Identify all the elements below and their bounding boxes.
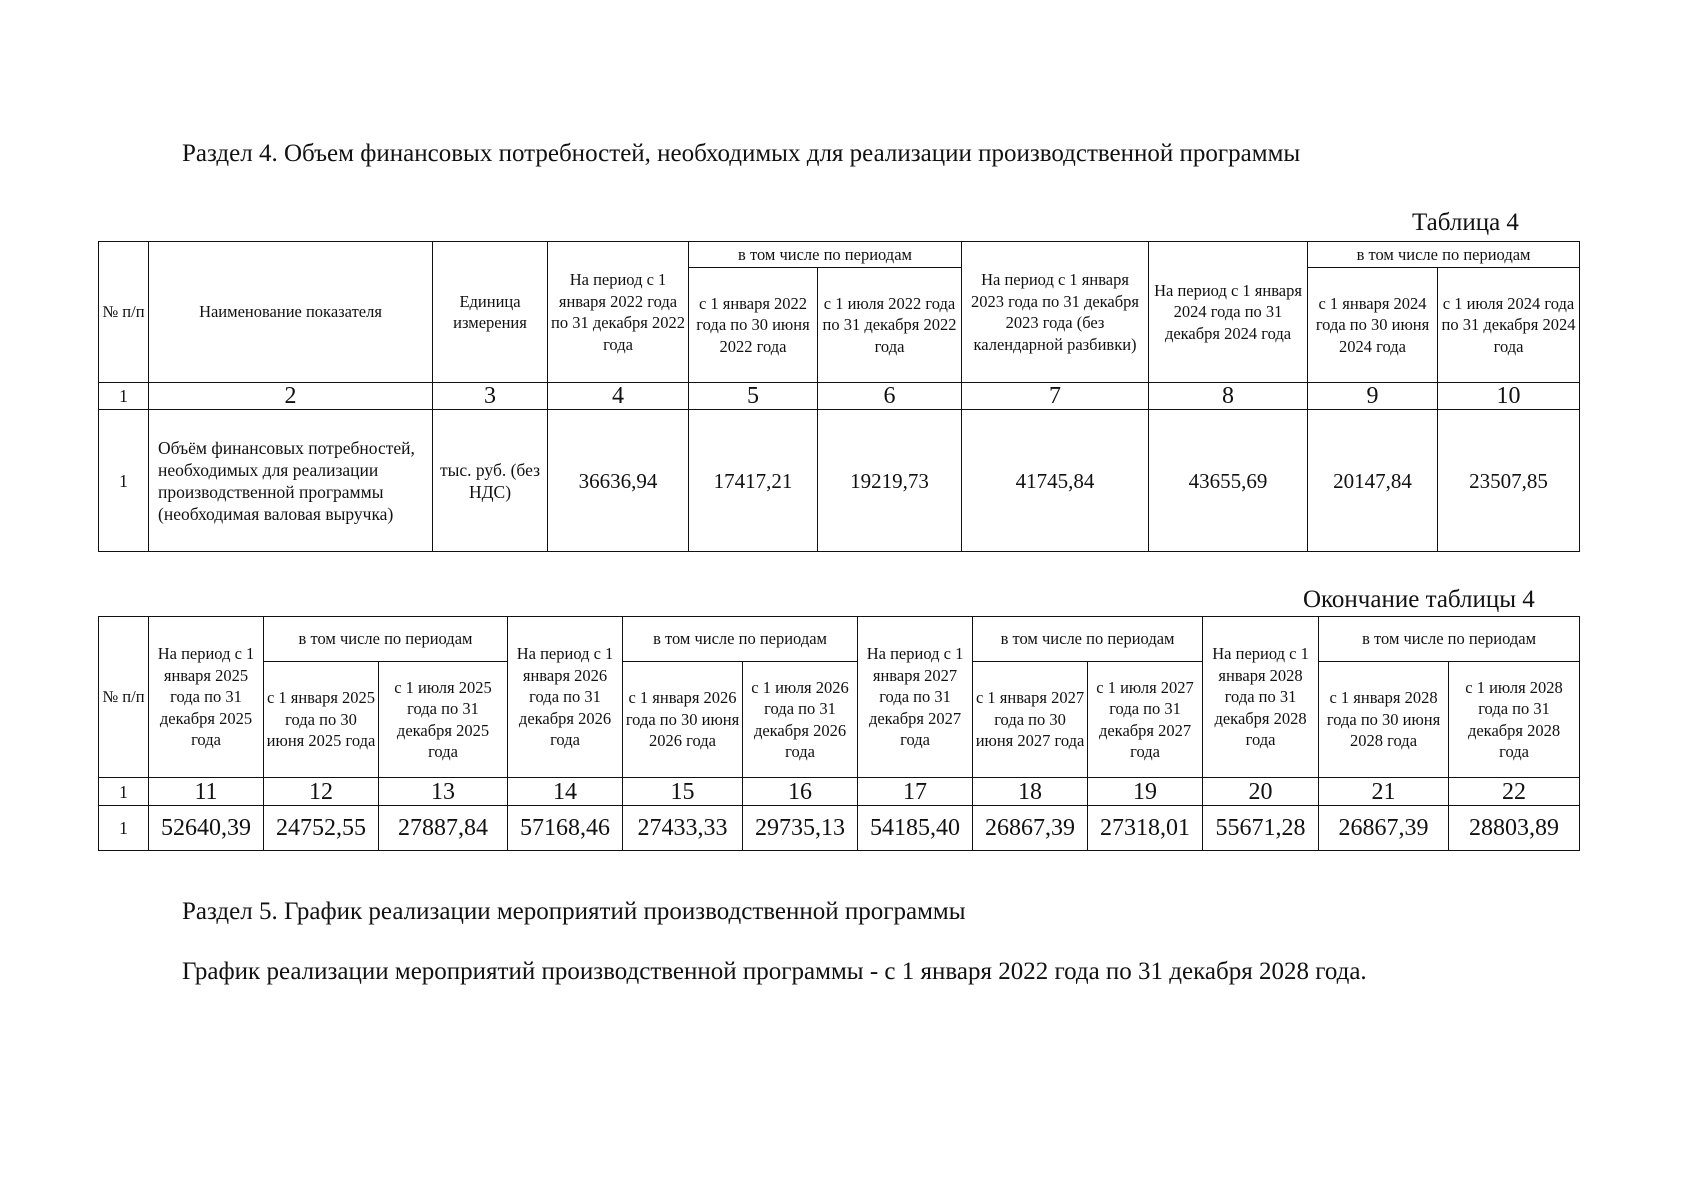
header-2024: На период с 1 января 2024 года по 31 декабря 2024 года [1149, 242, 1308, 383]
value-cell: 36636,94 [548, 410, 689, 552]
column-number: 3 [433, 383, 548, 410]
column-number: 1 [99, 778, 149, 806]
column-number: 10 [1438, 383, 1580, 410]
table-row [99, 410, 1580, 552]
value-cell: 55671,28 [1203, 806, 1319, 851]
header-2026-h2: с 1 июля 2026 года по 31 декабря 2026 года [743, 662, 858, 778]
value-cell: 54185,40 [858, 806, 973, 851]
column-number: 12 [264, 778, 379, 806]
column-number: 2 [149, 383, 433, 410]
header-2027: На период с 1 января 2027 года по 31 декабря 2027 года [858, 617, 973, 778]
value-cell: 20147,84 [1308, 410, 1438, 552]
value-cell: 24752,55 [264, 806, 379, 851]
column-number: 21 [1319, 778, 1449, 806]
header-2024-h2: с 1 июля 2024 года по 31 декабря 2024 года [1438, 268, 1580, 383]
section5-title: Раздел 5. График реализации мероприятий производственной программы [182, 898, 966, 925]
column-number: 8 [1149, 383, 1308, 410]
section4-title: Раздел 4. Объем финансовых потребностей, необходимых для реализации производственной программы [182, 140, 1301, 167]
table4-caption: Таблица 4 [1412, 209, 1519, 236]
value-cell: 27433,33 [623, 806, 743, 851]
unit: тыс. руб. (без НДС) [433, 410, 548, 552]
header-group-2022: в том числе по периодам [689, 242, 962, 268]
value-cell: 57168,46 [508, 806, 623, 851]
value-cell: 43655,69 [1149, 410, 1308, 552]
header-2025: На период с 1 января 2025 года по 31 декабря 2025 года [149, 617, 264, 778]
value-cell: 17417,21 [689, 410, 818, 552]
header-2025-h2: с 1 июля 2025 года по 31 декабря 2025 года [379, 662, 508, 778]
header-2022-h1: с 1 января 2022 года по 30 июня 2022 года [689, 268, 818, 383]
column-number: 22 [1449, 778, 1580, 806]
column-number: 19 [1088, 778, 1203, 806]
row-number: 1 [99, 410, 149, 552]
column-number: 18 [973, 778, 1088, 806]
value-cell: 26867,39 [973, 806, 1088, 851]
value-cell: 52640,39 [149, 806, 264, 851]
value-cell: 19219,73 [818, 410, 962, 552]
value-cell: 28803,89 [1449, 806, 1580, 851]
header-name: Наименование показателя [149, 242, 433, 383]
header-group-2026: в том числе по периодам [623, 617, 858, 662]
column-number: 13 [379, 778, 508, 806]
table4-part2 [98, 616, 1580, 851]
value-cell: 23507,85 [1438, 410, 1580, 552]
column-number: 9 [1308, 383, 1438, 410]
header-2022: На период с 1 января 2022 года по 31 декабря 2022 года [548, 242, 689, 383]
header-unit: Единица измерения [433, 242, 548, 383]
column-number: 6 [818, 383, 962, 410]
header-group-2028: в том числе по периодам [1319, 617, 1580, 662]
value-cell: 26867,39 [1319, 806, 1449, 851]
header-group-2027: в том числе по периодам [973, 617, 1203, 662]
header-2026: На период с 1 января 2026 года по 31 декабря 2026 года [508, 617, 623, 778]
header-2028-h2: с 1 июля 2028 года по 31 декабря 2028 года [1449, 662, 1580, 778]
header-2028: На период с 1 января 2028 года по 31 декабря 2028 года [1203, 617, 1319, 778]
value-cell: 27887,84 [379, 806, 508, 851]
section5-text: График реализации мероприятий производственной программы - с 1 января 2022 года по 31 декабря 2028 года. [182, 958, 1367, 985]
column-number: 7 [962, 383, 1149, 410]
column-number: 11 [149, 778, 264, 806]
value-cell: 29735,13 [743, 806, 858, 851]
header-2023: На период с 1 января 2023 года по 31 декабря 2023 года (без календарной разбивки) [962, 242, 1149, 383]
header-no: № п/п [99, 617, 149, 778]
row-number: 1 [99, 806, 149, 851]
value-cell: 41745,84 [962, 410, 1149, 552]
column-number: 4 [548, 383, 689, 410]
table4-continuation-caption: Окончание таблицы 4 [1303, 586, 1535, 613]
table-row [99, 806, 1580, 851]
header-group-2025: в том числе по периодам [264, 617, 508, 662]
column-number: 15 [623, 778, 743, 806]
header-2026-h1: с 1 января 2026 года по 30 июня 2026 года [623, 662, 743, 778]
header-2028-h1: с 1 января 2028 года по 30 июня 2028 года [1319, 662, 1449, 778]
column-number: 16 [743, 778, 858, 806]
column-number: 14 [508, 778, 623, 806]
header-2024-h1: с 1 января 2024 года по 30 июня 2024 года [1308, 268, 1438, 383]
header-2025-h1: с 1 января 2025 года по 30 июня 2025 года [264, 662, 379, 778]
indicator-name: Объём финансовых потребностей, необходимых для реализации производственной программы (необходимая валовая выручка) [149, 410, 433, 552]
table4-part1 [98, 241, 1580, 552]
column-number: 5 [689, 383, 818, 410]
header-2022-h2: с 1 июля 2022 года по 31 декабря 2022 года [818, 268, 962, 383]
header-no: № п/п [99, 242, 149, 383]
column-number: 17 [858, 778, 973, 806]
column-number: 20 [1203, 778, 1319, 806]
header-2027-h2: с 1 июля 2027 года по 31 декабря 2027 года [1088, 662, 1203, 778]
header-2027-h1: с 1 января 2027 года по 30 июня 2027 года [973, 662, 1088, 778]
column-number: 1 [99, 383, 149, 410]
value-cell: 27318,01 [1088, 806, 1203, 851]
header-group-2024: в том числе по периодам [1308, 242, 1580, 268]
